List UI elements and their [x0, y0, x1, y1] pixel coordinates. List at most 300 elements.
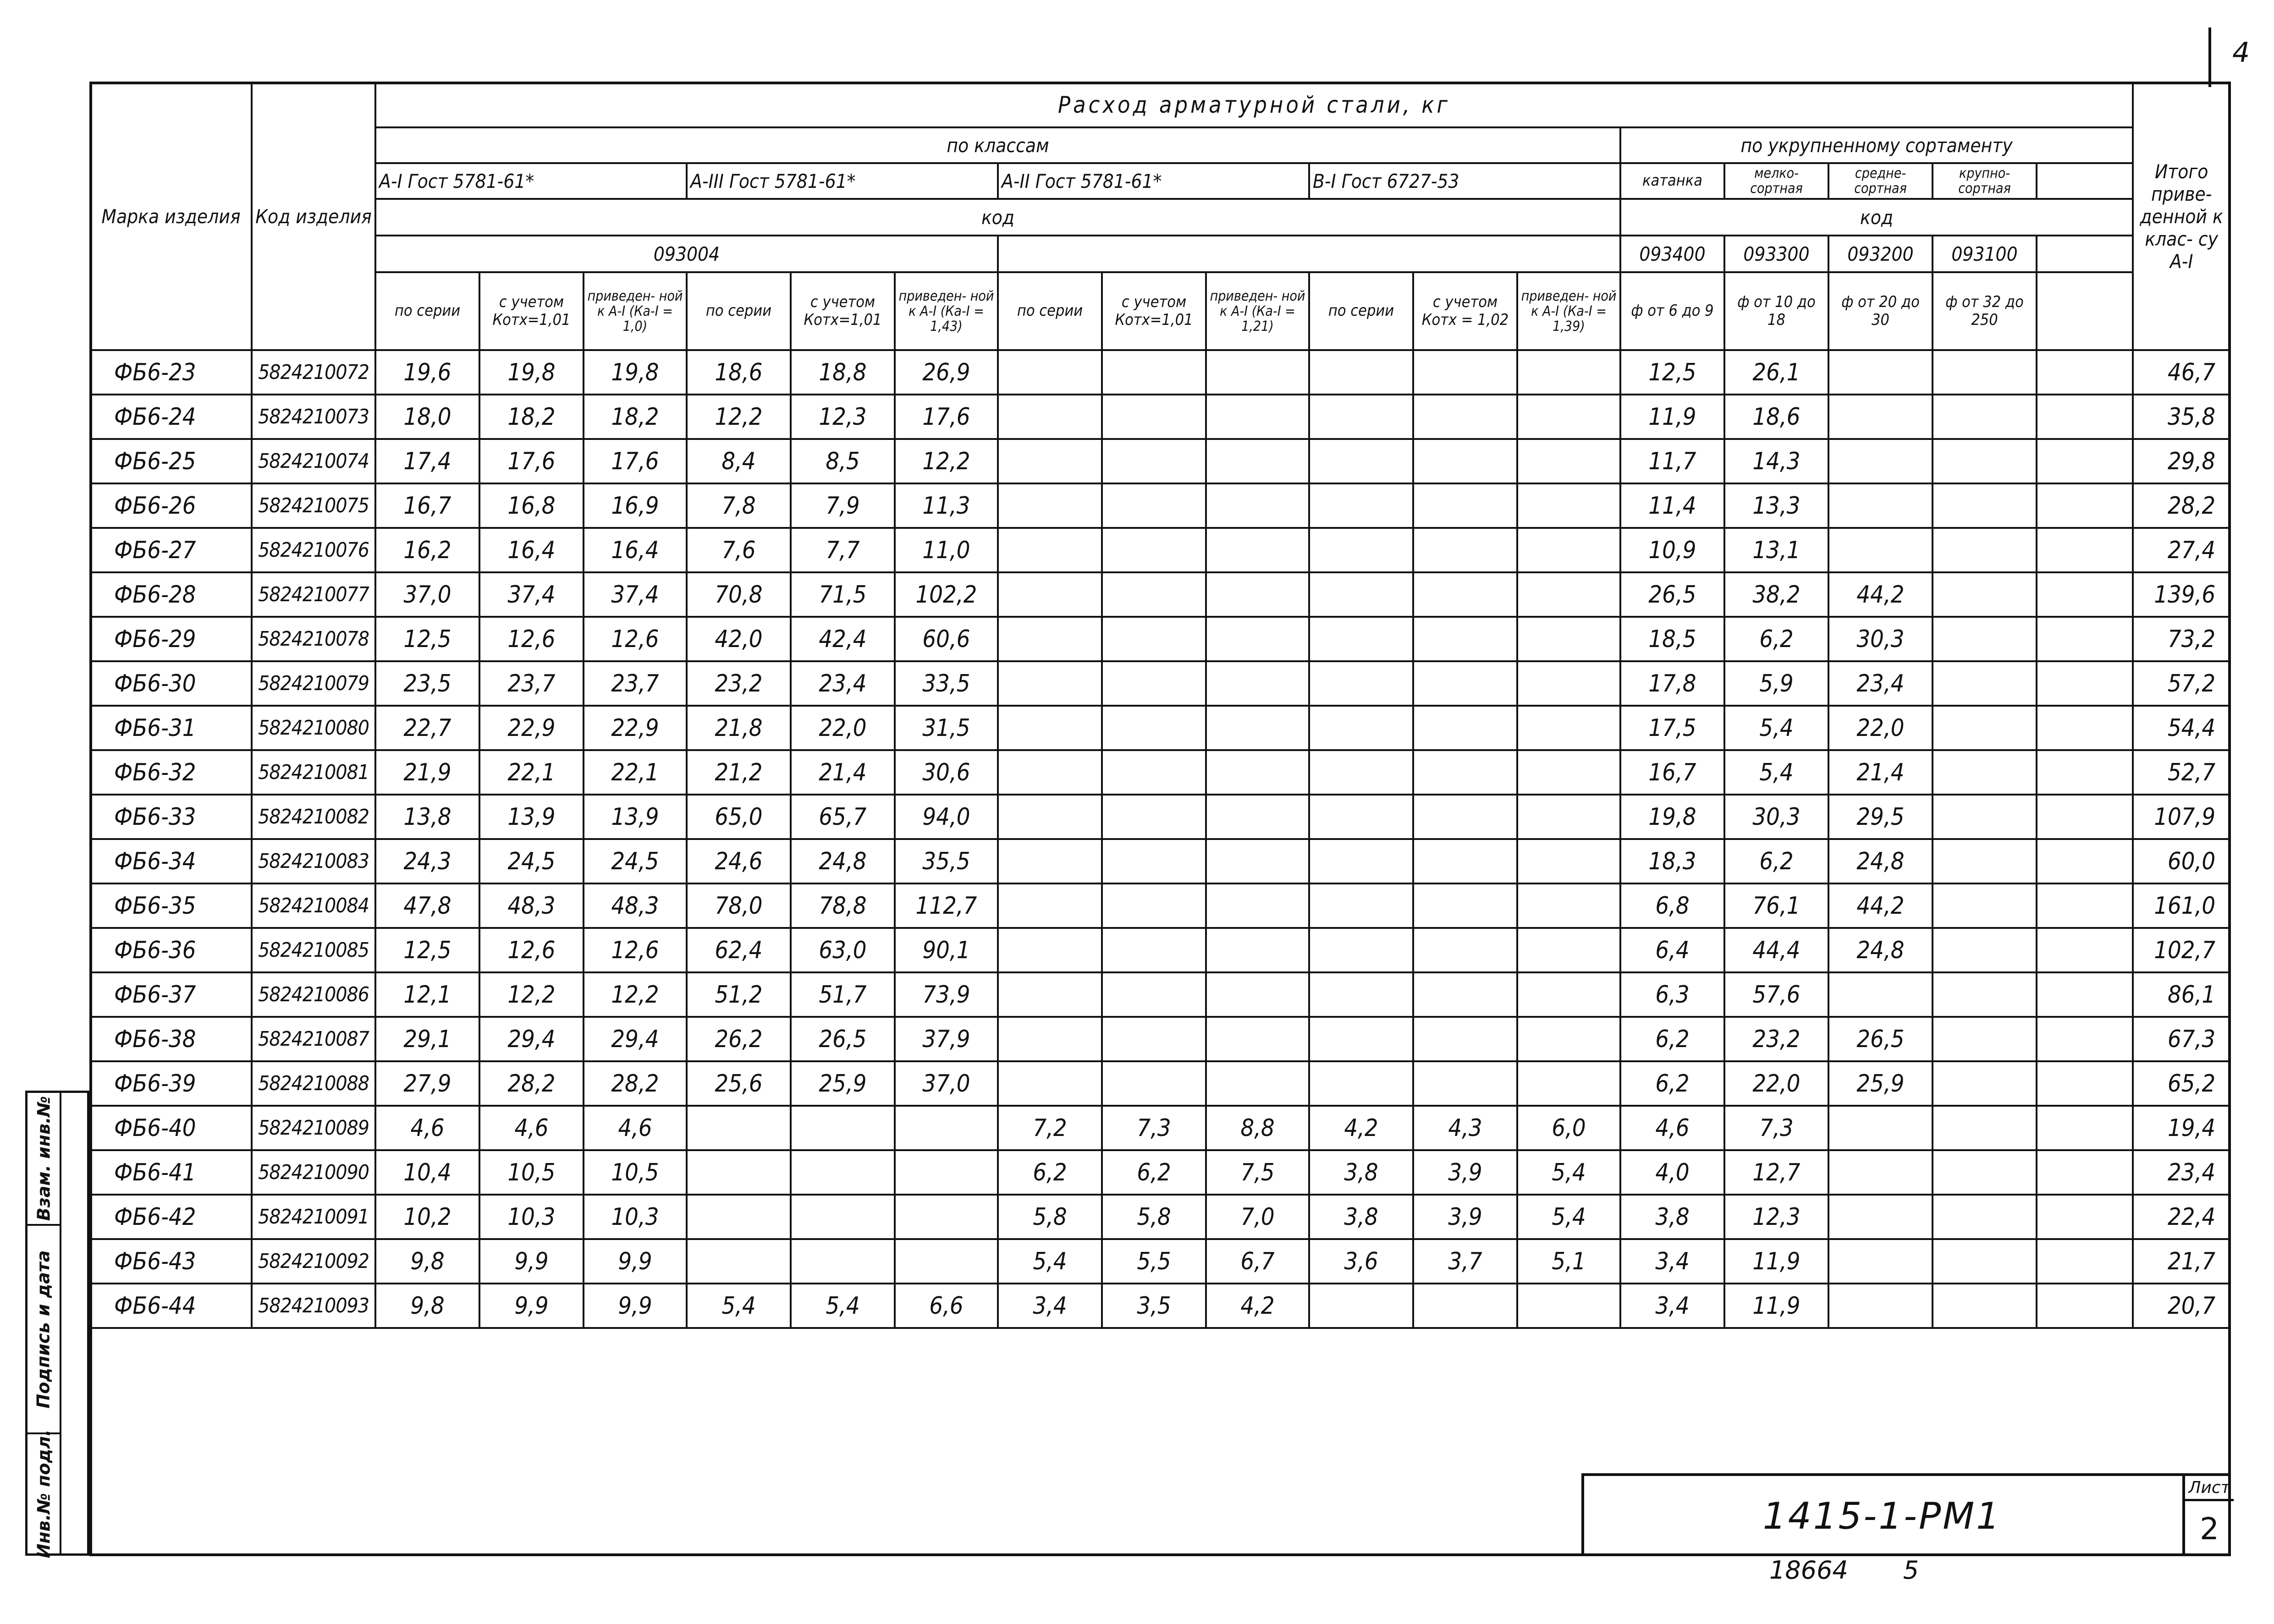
row-total: 23,4: [2133, 1150, 2230, 1195]
row-value: 25,9: [791, 1061, 895, 1106]
class-a2: А-II Гост 5781-61*: [998, 163, 1309, 199]
row-value: [1933, 883, 2037, 928]
row-mark: ФБ6-28: [90, 572, 252, 617]
row-value: [1933, 750, 2037, 795]
table-row: [90, 528, 2230, 572]
row-value: 5,4: [998, 1239, 1102, 1284]
row-value: [2037, 883, 2133, 928]
row-value: [1517, 795, 1620, 839]
row-value: [1206, 972, 1309, 1017]
row-value: 112,7: [895, 883, 998, 928]
row-value: [1206, 750, 1309, 795]
row-value: 7,3: [1724, 1106, 1828, 1150]
row-value: 12,2: [584, 972, 687, 1017]
row-value: 25,9: [1828, 1061, 1933, 1106]
row-value: 7,9: [791, 483, 895, 528]
row-value: [1517, 528, 1620, 572]
row-value: 19,8: [479, 350, 584, 395]
row-value: 3,8: [1620, 1195, 1724, 1239]
row-total: 29,8: [2133, 439, 2230, 483]
row-value: [1309, 883, 1413, 928]
row-value: [1517, 972, 1620, 1017]
row-value: 4,3: [1413, 1106, 1517, 1150]
row-value: [998, 795, 1102, 839]
row-value: 4,0: [1620, 1150, 1724, 1195]
row-value: 22,1: [584, 750, 687, 795]
code-label-right: код: [1620, 199, 2133, 236]
row-value: [1309, 350, 1413, 395]
row-value: 5,4: [1517, 1195, 1620, 1239]
row-total: 102,7: [2133, 928, 2230, 972]
row-value: 13,9: [584, 795, 687, 839]
row-code: 5824210079: [252, 661, 375, 706]
row-value: [1517, 617, 1620, 661]
row-value: 6,7: [1206, 1239, 1309, 1284]
row-value: 24,8: [791, 839, 895, 883]
row-value: [1102, 1017, 1206, 1061]
row-value: 44,2: [1828, 572, 1933, 617]
row-value: 11,9: [1620, 395, 1724, 439]
row-value: [1309, 928, 1413, 972]
row-total: 35,8: [2133, 395, 2230, 439]
row-value: 9,9: [584, 1239, 687, 1284]
row-value: [895, 1150, 998, 1195]
row-value: [2037, 1061, 2133, 1106]
row-value: 9,9: [479, 1284, 584, 1328]
row-value: [998, 1017, 1102, 1061]
row-value: 24,5: [584, 839, 687, 883]
row-value: 11,9: [1724, 1284, 1828, 1328]
row-value: [1828, 1284, 1933, 1328]
row-value: [1102, 528, 1206, 572]
row-value: [1102, 883, 1206, 928]
row-value: [1102, 572, 1206, 617]
row-mark: ФБ6-33: [90, 795, 252, 839]
row-total: 27,4: [2133, 528, 2230, 572]
table-row: [90, 1061, 2230, 1106]
row-value: 5,8: [998, 1195, 1102, 1239]
table-row: [90, 350, 2230, 395]
row-value: [1933, 572, 2037, 617]
assort-blank: [2037, 163, 2133, 199]
row-value: 14,3: [1724, 439, 1828, 483]
row-value: 18,6: [1724, 395, 1828, 439]
row-value: 70,8: [687, 572, 791, 617]
row-value: [1828, 1239, 1933, 1284]
table-row: [90, 617, 2230, 661]
row-value: 17,8: [1620, 661, 1724, 706]
sub-label: с учетом Котх=1,01: [1102, 272, 1206, 350]
row-value: [1517, 706, 1620, 750]
row-value: 48,3: [584, 883, 687, 928]
row-value: [2037, 706, 2133, 750]
row-value: [1413, 795, 1517, 839]
row-value: 6,2: [1724, 617, 1828, 661]
row-value: 8,8: [1206, 1106, 1309, 1150]
row-value: 26,5: [1620, 572, 1724, 617]
table-row: [90, 883, 2230, 928]
row-value: 17,5: [1620, 706, 1724, 750]
row-mark: ФБ6-38: [90, 1017, 252, 1061]
row-value: [1206, 439, 1309, 483]
row-value: [1413, 661, 1517, 706]
dia-blank: [2037, 272, 2133, 350]
row-value: 23,7: [584, 661, 687, 706]
row-value: 11,7: [1620, 439, 1724, 483]
row-code: 5824210085: [252, 928, 375, 972]
row-value: [1102, 395, 1206, 439]
header-title: Расход арматурной стали, кг: [375, 82, 2133, 127]
row-total: 161,0: [2133, 883, 2230, 928]
row-value: 102,2: [895, 572, 998, 617]
header-total: Итого приве- денной к клас- су А-I: [2133, 82, 2230, 350]
row-total: 28,2: [2133, 483, 2230, 528]
row-value: 5,4: [1517, 1150, 1620, 1195]
sub-label: приведен- ной к А-I (Ка-I = 1,0): [584, 272, 687, 350]
row-value: [1413, 839, 1517, 883]
row-value: 47,8: [375, 883, 479, 928]
row-mark: ФБ6-32: [90, 750, 252, 795]
row-value: 16,8: [479, 483, 584, 528]
header-by-assortment: по укрупненному сортаменту: [1620, 127, 2133, 163]
row-mark: ФБ6-44: [90, 1284, 252, 1328]
row-value: [998, 928, 1102, 972]
row-value: [1933, 350, 2037, 395]
inventory-page: 5: [1903, 1556, 1919, 1585]
row-value: 12,7: [1724, 1150, 1828, 1195]
sub-label: по серии: [998, 272, 1102, 350]
row-value: 10,9: [1620, 528, 1724, 572]
row-value: 8,5: [791, 439, 895, 483]
row-value: [998, 839, 1102, 883]
row-value: [1933, 1284, 2037, 1328]
row-value: 4,6: [375, 1106, 479, 1150]
row-value: [1828, 528, 1933, 572]
row-value: [895, 1106, 998, 1150]
row-value: 4,2: [1309, 1106, 1413, 1150]
row-value: [1828, 1195, 1933, 1239]
row-value: 10,5: [479, 1150, 584, 1195]
sub-label: по серии: [1309, 272, 1413, 350]
row-value: 26,9: [895, 350, 998, 395]
row-code: 5824210092: [252, 1239, 375, 1284]
row-value: [1933, 617, 2037, 661]
row-value: [1309, 395, 1413, 439]
row-value: 4,6: [479, 1106, 584, 1150]
row-total: 22,4: [2133, 1195, 2230, 1239]
row-value: [998, 1061, 1102, 1106]
table-row: [90, 928, 2230, 972]
dia-label: ф от 6 до 9: [1620, 272, 1724, 350]
class-b1: В-I Гост 6727-53: [1309, 163, 1620, 199]
row-value: 65,7: [791, 795, 895, 839]
row-value: 5,4: [1724, 706, 1828, 750]
row-value: 30,3: [1828, 617, 1933, 661]
row-value: [1828, 439, 1933, 483]
row-value: 6,8: [1620, 883, 1724, 928]
table-row: [90, 572, 2230, 617]
row-value: [1309, 1017, 1413, 1061]
row-value: 24,5: [479, 839, 584, 883]
row-value: [1933, 395, 2037, 439]
row-value: [1933, 661, 2037, 706]
row-value: 48,3: [479, 883, 584, 928]
row-value: 5,9: [1724, 661, 1828, 706]
row-value: 12,2: [895, 439, 998, 483]
row-value: [1828, 1150, 1933, 1195]
row-mark: ФБ6-40: [90, 1106, 252, 1150]
row-value: [1102, 750, 1206, 795]
row-value: [998, 883, 1102, 928]
row-value: 37,9: [895, 1017, 998, 1061]
row-value: [1413, 1061, 1517, 1106]
row-value: 5,4: [1724, 750, 1828, 795]
row-value: 13,3: [1724, 483, 1828, 528]
row-value: 3,5: [1102, 1284, 1206, 1328]
row-value: 19,6: [375, 350, 479, 395]
row-value: [1413, 439, 1517, 483]
row-value: 44,4: [1724, 928, 1828, 972]
row-value: [2037, 439, 2133, 483]
row-value: [1309, 528, 1413, 572]
sub-label: приведен- ной к А-I (Ка-I = 1,43): [895, 272, 998, 350]
row-value: [895, 1195, 998, 1239]
row-value: [2037, 1150, 2133, 1195]
row-value: 6,3: [1620, 972, 1724, 1017]
row-value: [1933, 972, 2037, 1017]
row-value: [1517, 572, 1620, 617]
row-value: [1102, 706, 1206, 750]
row-value: 51,7: [791, 972, 895, 1017]
row-value: 16,7: [375, 483, 479, 528]
row-value: 10,3: [479, 1195, 584, 1239]
row-value: [687, 1195, 791, 1239]
row-value: [1206, 839, 1309, 883]
row-mark: ФБ6-35: [90, 883, 252, 928]
row-code: 5824210073: [252, 395, 375, 439]
row-value: [1309, 1284, 1413, 1328]
row-value: [1517, 1061, 1620, 1106]
row-value: 62,4: [687, 928, 791, 972]
row-value: 71,5: [791, 572, 895, 617]
row-value: [2037, 617, 2133, 661]
row-value: 76,1: [1724, 883, 1828, 928]
row-value: [1517, 395, 1620, 439]
row-value: 6,4: [1620, 928, 1724, 972]
row-value: [1309, 661, 1413, 706]
assort-melko: мелко- сортная: [1724, 163, 1828, 199]
row-mark: ФБ6-26: [90, 483, 252, 528]
dia-label: ф от 32 до 250: [1933, 272, 2037, 350]
row-value: [2037, 661, 2133, 706]
row-mark: ФБ6-24: [90, 395, 252, 439]
row-value: 73,9: [895, 972, 998, 1017]
row-value: 23,2: [687, 661, 791, 706]
row-code: 5824210077: [252, 572, 375, 617]
row-value: [1828, 395, 1933, 439]
row-code: 5824210078: [252, 617, 375, 661]
row-value: 10,4: [375, 1150, 479, 1195]
assort-sredne: средне- сортная: [1828, 163, 1933, 199]
row-mark: ФБ6-41: [90, 1150, 252, 1195]
row-code: 5824210089: [252, 1106, 375, 1150]
row-value: [687, 1106, 791, 1150]
row-value: [1517, 883, 1620, 928]
row-value: 90,1: [895, 928, 998, 972]
row-total: 19,4: [2133, 1106, 2230, 1150]
row-value: 13,9: [479, 795, 584, 839]
row-value: 22,0: [1724, 1061, 1828, 1106]
row-value: [1828, 972, 1933, 1017]
row-value: [1206, 617, 1309, 661]
row-value: 19,8: [584, 350, 687, 395]
row-value: [1206, 706, 1309, 750]
row-value: [1102, 839, 1206, 883]
row-code: 5824210084: [252, 883, 375, 928]
sidebar-replaced-inv: Взам. инв.№: [28, 1093, 60, 1226]
row-value: 18,8: [791, 350, 895, 395]
row-value: [1517, 839, 1620, 883]
row-value: 7,0: [1206, 1195, 1309, 1239]
row-value: 7,6: [687, 528, 791, 572]
row-value: [1413, 928, 1517, 972]
row-code: 5824210081: [252, 750, 375, 795]
sidebar-original-inv: Инв.№ подл.: [33, 1429, 54, 1558]
row-value: [998, 617, 1102, 661]
row-value: [1102, 972, 1206, 1017]
row-mark: ФБ6-30: [90, 661, 252, 706]
row-value: 57,6: [1724, 972, 1828, 1017]
row-value: [1102, 617, 1206, 661]
row-value: 12,3: [1724, 1195, 1828, 1239]
row-value: 7,5: [1206, 1150, 1309, 1195]
row-value: [1413, 395, 1517, 439]
row-value: [2037, 839, 2133, 883]
row-code: 5824210091: [252, 1195, 375, 1239]
row-value: [2037, 972, 2133, 1017]
row-value: 16,4: [479, 528, 584, 572]
row-value: 65,0: [687, 795, 791, 839]
row-value: 18,6: [687, 350, 791, 395]
sub-label: с учетом Котх=1,01: [791, 272, 895, 350]
row-value: [2037, 572, 2133, 617]
row-code: 5824210083: [252, 839, 375, 883]
row-value: 25,6: [687, 1061, 791, 1106]
sub-label: по серии: [687, 272, 791, 350]
row-value: 29,4: [584, 1017, 687, 1061]
row-value: 21,4: [1828, 750, 1933, 795]
row-value: 22,9: [479, 706, 584, 750]
row-mark: ФБ6-39: [90, 1061, 252, 1106]
sub-label: приведен- ной к А-I (Ка-I = 1,21): [1206, 272, 1309, 350]
sub-label: по серии: [375, 272, 479, 350]
row-value: [998, 972, 1102, 1017]
row-value: [1102, 661, 1206, 706]
assort-code-4: 093100: [1933, 236, 2037, 272]
row-value: 11,0: [895, 528, 998, 572]
assort-code-blank: [2037, 236, 2133, 272]
row-value: 21,2: [687, 750, 791, 795]
row-value: 60,6: [895, 617, 998, 661]
row-mark: ФБ6-23: [90, 350, 252, 395]
row-value: 26,2: [687, 1017, 791, 1061]
row-value: 29,1: [375, 1017, 479, 1061]
row-value: [998, 483, 1102, 528]
row-value: 28,2: [584, 1061, 687, 1106]
row-value: [1517, 483, 1620, 528]
row-value: [1309, 617, 1413, 661]
class-a3: А-III Гост 5781-61*: [687, 163, 998, 199]
row-value: [998, 439, 1102, 483]
row-value: [1933, 795, 2037, 839]
row-value: 3,9: [1413, 1195, 1517, 1239]
row-value: [1102, 928, 1206, 972]
row-value: [998, 750, 1102, 795]
row-value: [1933, 1150, 2037, 1195]
code-group-blank: [998, 236, 1620, 272]
row-value: [1517, 928, 1620, 972]
row-value: 24,6: [687, 839, 791, 883]
code-group: 093004: [375, 236, 998, 272]
row-value: 3,8: [1309, 1195, 1413, 1239]
row-total: 86,1: [2133, 972, 2230, 1017]
row-value: [1933, 483, 2037, 528]
sub-label: приведен- ной к А-I (Ка-I = 1,39): [1517, 272, 1620, 350]
row-value: 12,3: [791, 395, 895, 439]
row-value: 22,0: [791, 706, 895, 750]
row-total: 54,4: [2133, 706, 2230, 750]
row-mark: ФБ6-27: [90, 528, 252, 572]
sub-label: с учетом Котх=1,01: [479, 272, 584, 350]
table-row: [90, 661, 2230, 706]
row-mark: ФБ6-37: [90, 972, 252, 1017]
row-value: [1828, 350, 1933, 395]
table-row: [90, 706, 2230, 750]
row-total: 139,6: [2133, 572, 2230, 617]
table-row: [90, 483, 2230, 528]
row-value: 23,7: [479, 661, 584, 706]
row-value: 26,5: [791, 1017, 895, 1061]
row-value: 37,4: [584, 572, 687, 617]
row-value: 13,1: [1724, 528, 1828, 572]
row-value: 37,4: [479, 572, 584, 617]
row-value: 3,4: [1620, 1239, 1724, 1284]
row-value: 6,0: [1517, 1106, 1620, 1150]
row-value: [1828, 483, 1933, 528]
row-value: [1102, 1061, 1206, 1106]
row-value: [1206, 1017, 1309, 1061]
row-value: [2037, 483, 2133, 528]
row-value: 31,5: [895, 706, 998, 750]
row-value: [1828, 1106, 1933, 1150]
row-code: 5824210090: [252, 1150, 375, 1195]
inventory-number: 18664: [1769, 1556, 1848, 1585]
row-value: [2037, 528, 2133, 572]
row-mark: ФБ6-25: [90, 439, 252, 483]
row-value: 22,1: [479, 750, 584, 795]
row-mark: ФБ6-42: [90, 1195, 252, 1239]
row-value: 63,0: [791, 928, 895, 972]
row-value: 6,2: [1620, 1017, 1724, 1061]
row-value: 37,0: [375, 572, 479, 617]
row-value: 12,6: [479, 617, 584, 661]
row-value: [2037, 1239, 2133, 1284]
sidebar-signature-date: Подпись и дата: [28, 1226, 60, 1434]
row-mark: ФБ6-43: [90, 1239, 252, 1284]
row-value: 78,8: [791, 883, 895, 928]
row-value: 3,7: [1413, 1239, 1517, 1284]
row-value: [1206, 883, 1309, 928]
